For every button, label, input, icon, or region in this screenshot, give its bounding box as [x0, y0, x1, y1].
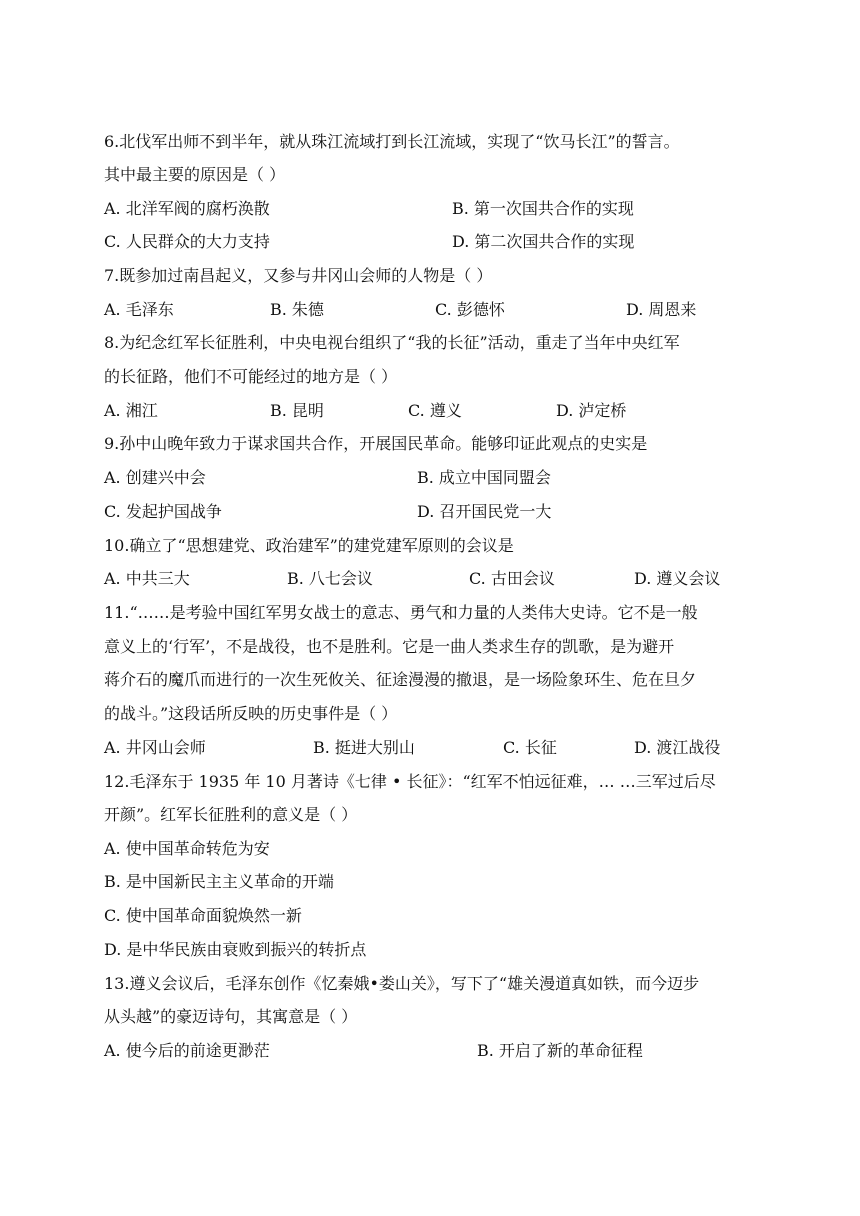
question-7-stem-line-1: 7.既参加过南昌起义，又参与井冈山会师的人物是（ ） — [104, 266, 493, 285]
question-9-option-a[interactable]: A. 创建兴中会 — [104, 468, 206, 487]
question-9-option-d[interactable]: D. 召开国民党一大 — [417, 502, 552, 521]
question-11-stem-line-2: 意义上的‘行军’，不是战役，也不是胜利。它是一曲人类求生存的凯歌，是为避开 — [104, 637, 675, 656]
question-11-option-a[interactable]: A. 井冈山会师 — [104, 738, 206, 757]
question-11-option-c[interactable]: C. 长征 — [503, 738, 557, 757]
question-8-option-a[interactable]: A. 湘江 — [104, 401, 158, 420]
question-7-option-c[interactable]: C. 彭德怀 — [435, 300, 505, 319]
question-11-option-b[interactable]: B. 挺进大别山 — [313, 738, 415, 757]
question-7-option-b[interactable]: B. 朱德 — [270, 300, 324, 319]
question-8-option-d[interactable]: D. 泸定桥 — [556, 401, 627, 420]
question-6-option-d[interactable]: D. 第二次国共合作的实现 — [452, 232, 635, 251]
question-6-option-c[interactable]: C. 人民群众的大力支持 — [104, 232, 270, 251]
question-9-option-c[interactable]: C. 发起护国战争 — [104, 502, 222, 521]
question-13-option-b[interactable]: B. 开启了新的革命征程 — [477, 1041, 643, 1060]
question-13-option-a[interactable]: A. 使今后的前途更渺茫 — [104, 1041, 270, 1060]
question-12-stem-line-1: 12.毛泽东于 1935 年 10 月著诗《七律 • 长征》：“红军不怕远征难，… …三军过后尽 — [104, 772, 716, 791]
question-12-option-a[interactable]: A. 使中国革命转危为安 — [104, 839, 270, 858]
question-13-stem-line-1: 13.遵义会议后，毛泽东创作《忆秦娥•娄山关》，写下了“雄关漫道真如铁，而今迈步 — [104, 974, 700, 993]
question-10-option-c[interactable]: C. 古田会议 — [469, 569, 555, 588]
question-9-stem-line-1: 9.孙中山晚年致力于谋求国共合作，开展国民革命。能够印证此观点的史实是 — [104, 434, 648, 453]
question-6-stem-line-1: 6.北伐军出师不到半年，就从珠江流域打到长江流域，实现了“饮马长江”的誓言。 — [104, 132, 680, 151]
question-12-option-d[interactable]: D. 是中华民族由衰败到振兴的转折点 — [104, 940, 367, 959]
question-11-stem-line-1: 11.“……是考验中国红军男女战士的意志、勇气和力量的人类伟大史诗。它不是一般 — [104, 603, 698, 622]
question-8-option-c[interactable]: C. 遵义 — [408, 401, 462, 420]
question-8-stem-line-1: 8.为纪念红军长征胜利，中央电视台组织了“我的长征”活动，重走了当年中央红军 — [104, 333, 680, 352]
question-10-option-a[interactable]: A. 中共三大 — [104, 569, 190, 588]
question-6-option-a[interactable]: A. 北洋军阀的腐朽涣散 — [104, 199, 270, 218]
question-10-option-d[interactable]: D. 遵义会议 — [634, 569, 721, 588]
question-12-stem-line-2: 开颜”。红军长征胜利的意义是（ ） — [104, 805, 358, 824]
question-10-stem-line-1: 10.确立了“思想建党、政治建军”的建党建军原则的会议是 — [104, 536, 514, 555]
question-8-option-b[interactable]: B. 昆明 — [270, 401, 324, 420]
question-10-option-b[interactable]: B. 八七会议 — [287, 569, 373, 588]
question-7-option-a[interactable]: A. 毛泽东 — [104, 300, 174, 319]
question-12-option-c[interactable]: C. 使中国革命面貌焕然一新 — [104, 906, 302, 925]
question-13-stem-line-2: 从头越”的豪迈诗句，其寓意是（ ） — [104, 1007, 358, 1026]
question-6-stem-line-2: 其中最主要的原因是（ ） — [104, 165, 286, 184]
question-11-stem-line-3: 蒋介石的魔爪而进行的一次生死攸关、征途漫漫的撤退，是一场险象环生、危在旦夕 — [104, 670, 697, 689]
question-9-option-b[interactable]: B. 成立中国同盟会 — [417, 468, 551, 487]
question-6-option-b[interactable]: B. 第一次国共合作的实现 — [452, 199, 634, 218]
question-11-option-d[interactable]: D. 渡江战役 — [634, 738, 721, 757]
question-12-option-b[interactable]: B. 是中国新民主主义革命的开端 — [104, 872, 334, 891]
question-7-option-d[interactable]: D. 周恩来 — [626, 300, 697, 319]
question-8-stem-line-2: 的长征路，他们不可能经过的地方是（ ） — [104, 367, 398, 386]
question-11-stem-line-4: 的战斗。”这段话所反映的历史事件是（ ） — [104, 704, 398, 723]
